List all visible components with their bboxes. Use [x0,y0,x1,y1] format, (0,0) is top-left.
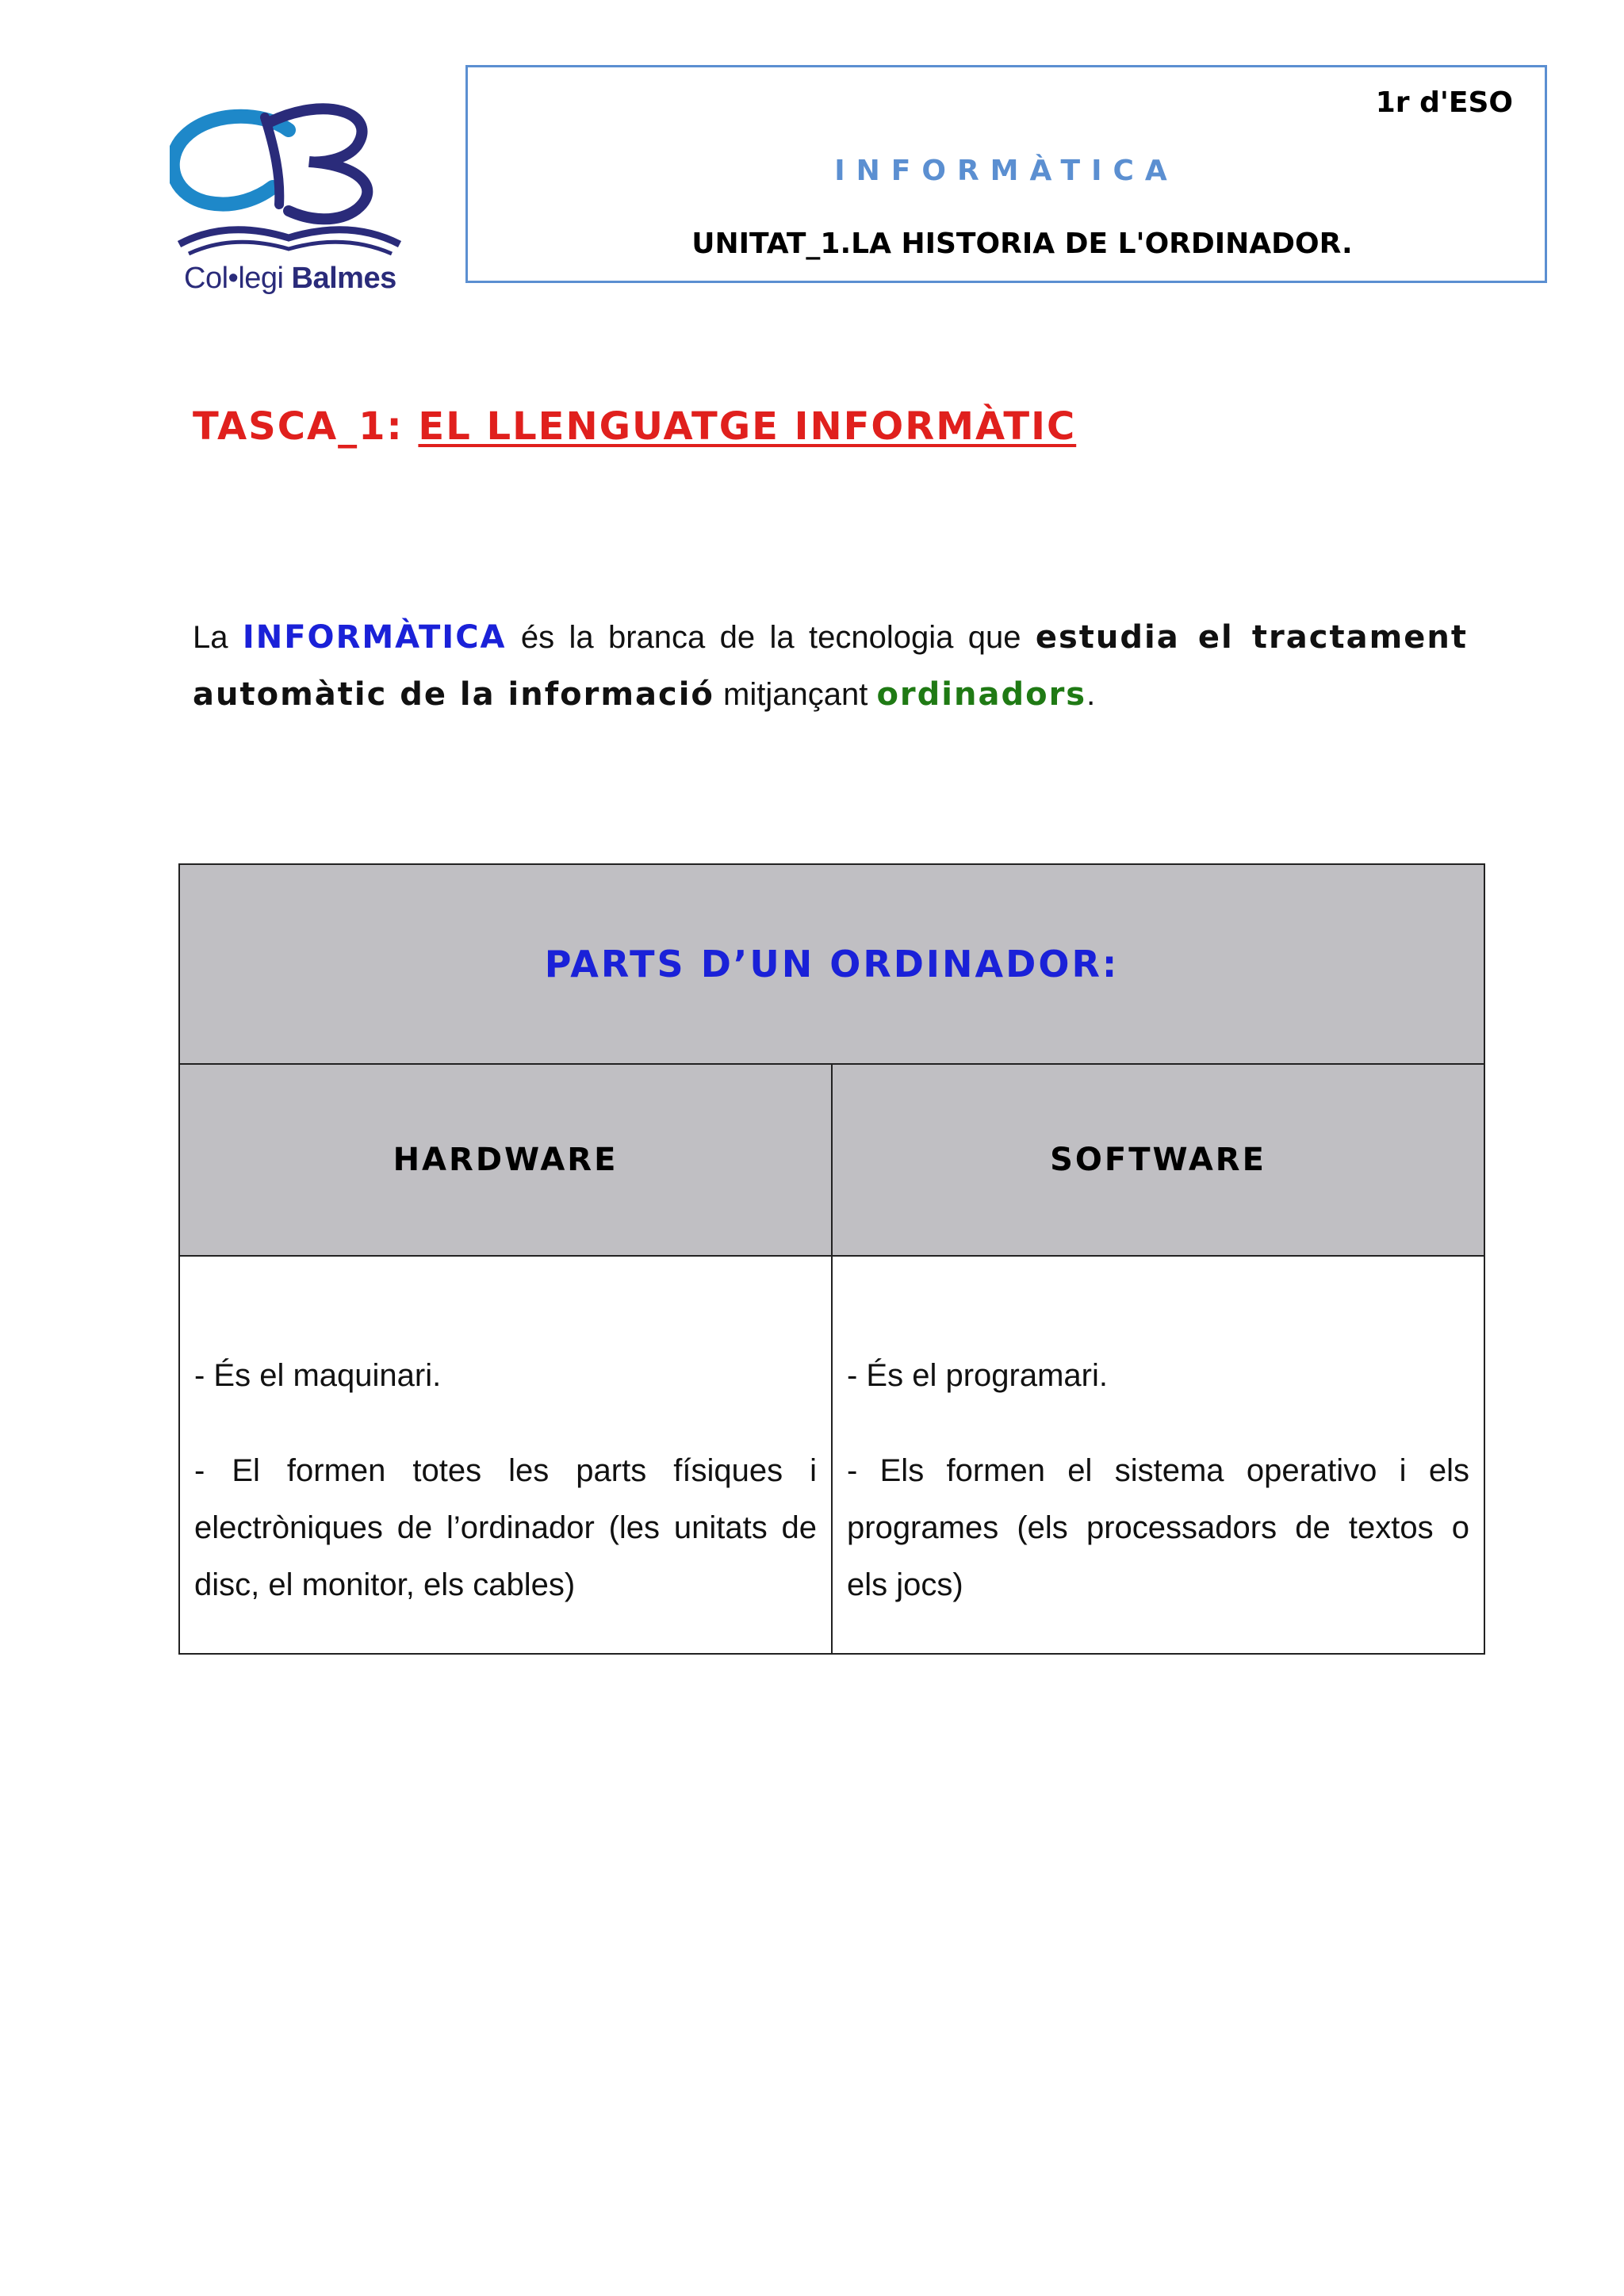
intro-paragraph: La INFORMÀTICA és la branca de la tecnologia que estudia el tractament automàtic de la informació mitjançant ordinadors. [193,619,1469,713]
software-cell [832,1256,1484,1654]
hardware-line-2: - El formen totes les parts físiques i electròniques de l’ordinador (les unitats de disc, el monitor, els cables) [194,1453,817,1602]
table-title: PARTS D’UN ORDINADOR: [179,864,1484,1064]
task-name: EL LLENGUATGE INFORMÀTIC [418,404,1077,449]
task-prefix: TASCA_1: [193,404,419,449]
hardware-cell [179,1256,832,1654]
subject-label: INFORMÀTICA [834,155,1178,187]
task-title [193,404,1076,449]
term-ordinadors: ordinadors [876,676,1087,713]
definition-bold: estudia el tractament automàtic de la informació [193,619,1469,713]
header-box [465,65,1547,283]
hardware-line-1: - És el maquinari. [194,1358,442,1393]
software-heading: SOFTWARE [832,1064,1484,1256]
grade-label: 1r d'ESO [1375,86,1513,119]
hardware-heading: HARDWARE [179,1064,832,1256]
software-line-1: - És el programari. [847,1358,1108,1393]
software-line-2: - Els formen el sistema operativo i els programes (els processadors de textos o els jocs) [847,1453,1469,1602]
logo-wordmark: Col•legi Balmes [184,262,396,295]
unit-title: UNITAT_1.LA HISTORIA DE L'ORDINADOR. [691,228,1353,260]
parts-table [178,863,1485,1655]
term-informatica: INFORMÀTICA [242,619,507,656]
